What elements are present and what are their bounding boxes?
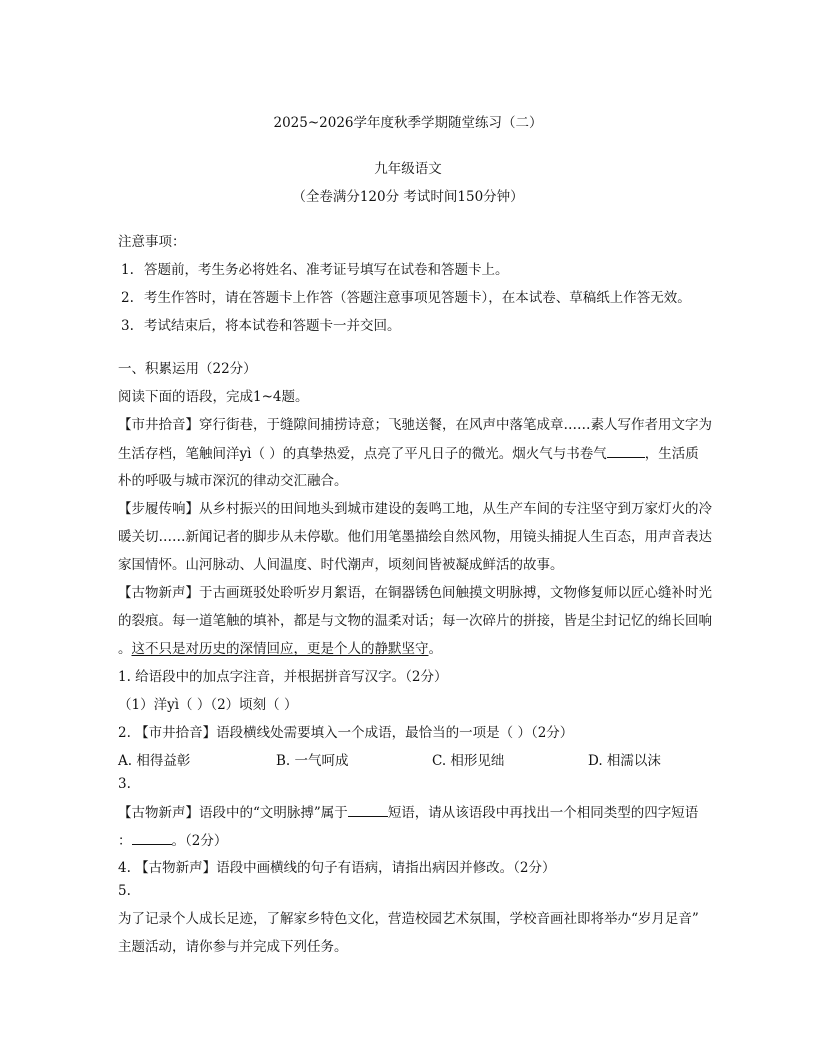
fill-blank [348,803,388,817]
notice-item-text: 考生作答时，请在答题卡上作答（答题注意事项见答题卡），在本试卷、草稿纸上作答无效。 [144,290,691,306]
passage-line: 朴的呼吸与城市深沉的律动交汇融合。 [118,473,348,489]
notice-item-number: 3. [121,318,134,334]
question-text: 【古物新声】语段中的“文明脉搏”属于 [118,805,348,821]
passage-text: 。 [118,641,132,657]
question-text: 。（2分） [171,833,228,849]
question-3-number: 3. [118,776,131,792]
exam-subject: 九年级语文 [374,161,442,177]
passage-line: 家国情怀。山河脉动、人间温度、时代潮声，顷刻间皆被凝成鲜活的故事。 [118,557,564,573]
passage-text: 。 [428,641,442,657]
notice-item-number: 1. [121,262,134,278]
question-text: ： [118,833,132,849]
question-2-option-c: C. 相形见绌 [432,753,505,769]
passage-line: 【步履传响】从乡村振兴的田间地头到城市建设的轰鸣工地，从生产车间的专注坚守到万家灯火的冷 [118,501,712,517]
fill-blank [607,444,645,458]
question-text: 短语，请从该语段中再找出一个相同类型的四字短语 [387,805,699,821]
exam-info: （全卷满分120分 考试时间150分钟） [292,189,524,205]
question-2-option-a: A. 相得益彰 [118,753,191,769]
section-intro: 阅读下面的语段，完成1~4题。 [118,389,309,405]
question-2-option-d: D. 相濡以沫 [588,753,661,769]
exam-title: 2025~2026学年度秋季学期随堂练习（二） [273,115,543,131]
question-3-line [118,803,698,822]
question-5-line: 主题活动，请你参与并完成下列任务。 [118,939,348,955]
passage-text: ，生活质 [644,446,699,462]
passage-line: 暖关切……新闻记者的脚步从未停歇。他们用笔墨描绘自然风物，用镜头捕捉人生百态，用声音表达 [118,529,712,545]
underlined-sentence: 这不只是对历史的深情回应，更是个人的静默坚守 [131,641,429,657]
fill-blank [132,831,172,845]
question-2-stem: 2. 【市井拾音】语段横线处需要填入一个成语，最恰当的一项是（ ）（2分） [118,725,574,741]
passage-text: 生活存档，笔触间洋yì（ ）的真挚热爱，点亮了平凡日子的微光。烟火气与书卷气 [118,446,607,462]
question-4-stem: 4. 【古物新声】语段中画横线的句子有语病，请指出病因并修改。（2分） [118,860,556,876]
passage-line: 【市井拾音】穿行街巷，于缝隙间捕捞诗意；飞驰送餐，在风声中落笔成章……素人写作者用文字为 [118,417,712,433]
question-5-line: 为了记录个人成长足迹，了解家乡特色文化，营造校园艺术氛围，学校音画社即将举办“岁月足音” [118,911,699,927]
question-1-sub: （1）洋yì（ ）（2）顷刻（ ） [118,697,298,713]
section-heading: 一、积累运用（22分） [118,361,257,377]
notice-item-number: 2. [121,290,134,306]
question-3-line [118,831,227,850]
passage-line: 的裂痕。每一道笔触的填补，都是与文物的温柔对话；每一次碎片的拼接，皆是尘封记忆的绵长回响 [118,613,712,629]
question-1-stem: 1. 给语段中的加点字注音，并根据拼音写汉字。（2分） [118,669,448,685]
passage-line: 【古物新声】于古画斑驳处聆听岁月絮语，在铜器锈色间触摸文明脉搏，文物修复师以匠心缝补时光 [118,585,712,601]
question-2-option-b: B. 一气呵成 [276,753,349,769]
passage-line [118,640,442,658]
notice-item-text: 答题前，考生务必将姓名、准考证号填写在试卷和答题卡上。 [144,262,509,278]
notice-heading: 注意事项： [118,234,186,250]
notice-item-text: 考试结束后，将本试卷和答题卡一并交回。 [144,318,401,334]
question-5-number: 5. [118,883,131,899]
passage-line [118,444,699,463]
